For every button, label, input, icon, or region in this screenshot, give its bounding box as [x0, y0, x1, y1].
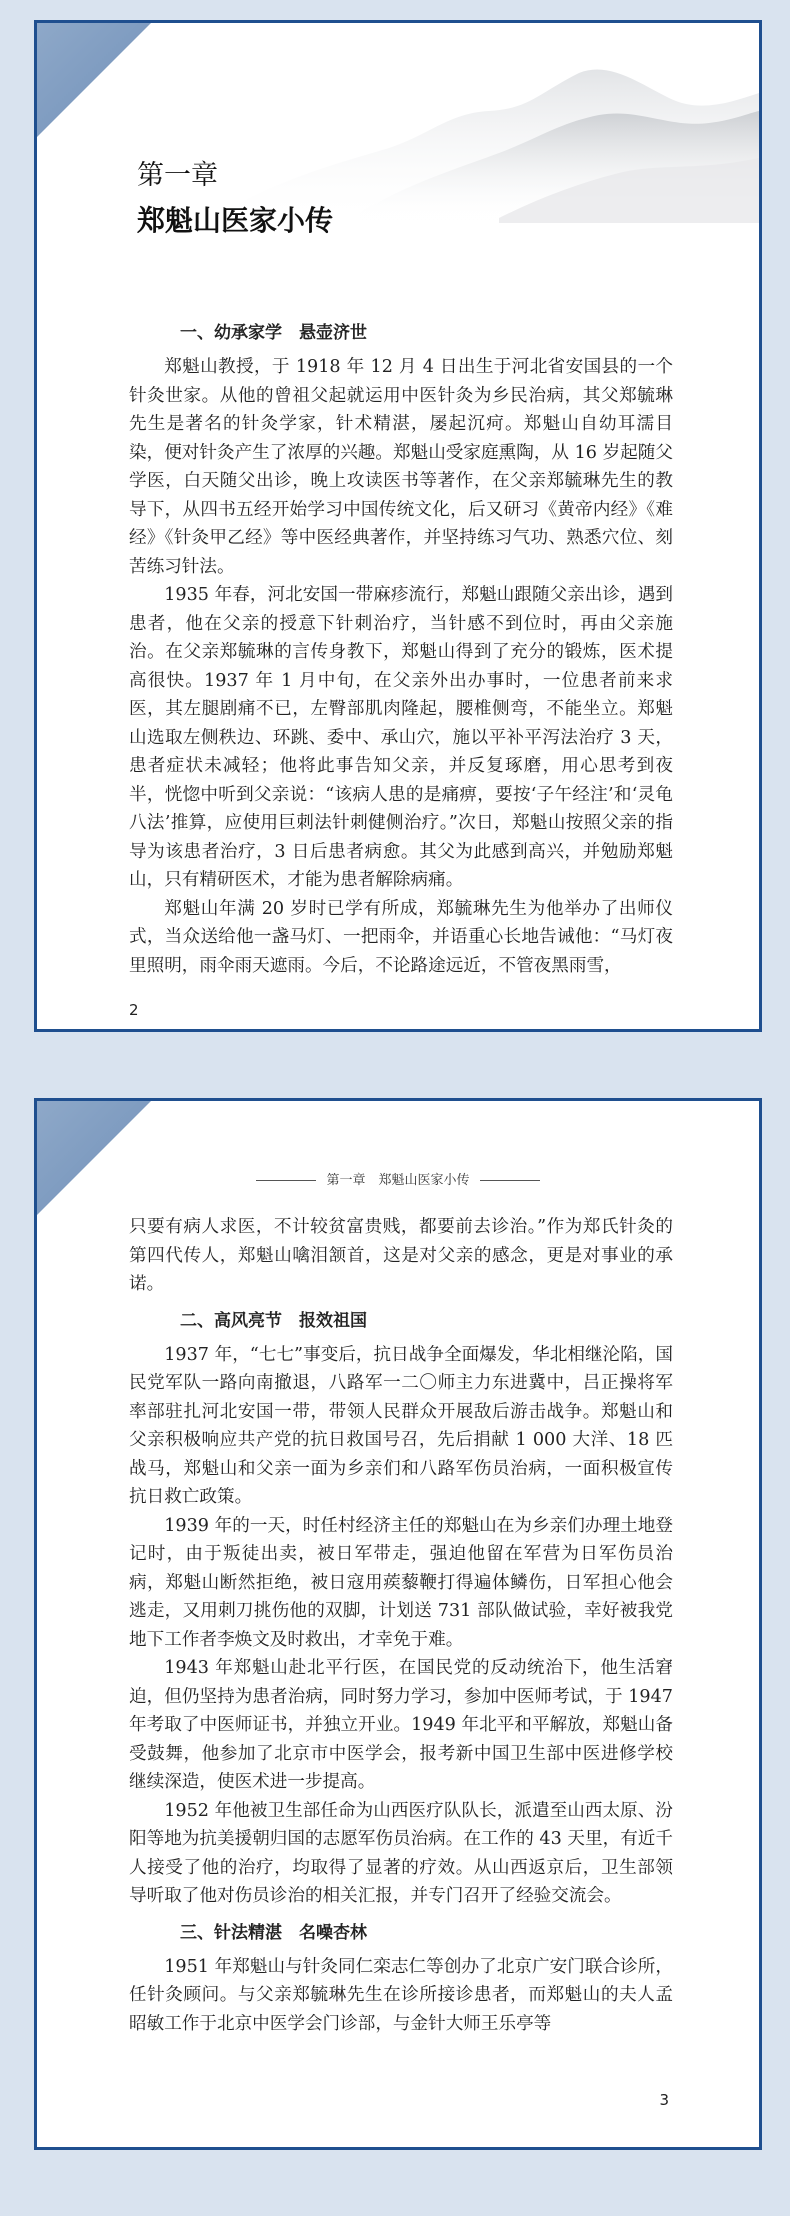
book-page-2	[34, 20, 762, 1032]
page-body	[129, 319, 673, 980]
page-corner-decoration	[34, 1098, 154, 1218]
paragraph-continuation: 只要有病人求医，不计较贫富贵贱，都要前去诊治。”作为郑氏针灸的第四代传人，郑魁山噙泪颔首，这是对父亲的感念，更是对事业的承诺。	[129, 1217, 673, 1294]
page-number: 3	[659, 2091, 669, 2109]
paragraph: 1937 年，“七七”事变后，抗日战争全面爆发，华北相继沦陷，国民党军队一路向南撤退，八路军一二〇师主力东进冀中，吕正操将军率部驻扎河北安国一带，带领人民群众开展敌后游击战争。郑魁山和父亲积极响应共产党的抗日救国号召，先后捐献 1 000 大洋、18 匹战马，郑魁山和父亲一面为乡亲们和八路军伤员治病，一面积极宣传抗日救亡政策。	[129, 1344, 673, 1507]
section-heading-2: 二、高风亮节 报效祖国	[180, 1310, 367, 1331]
paragraph: 1935 年春，河北安国一带麻疹流行，郑魁山跟随父亲出诊，遇到患者，他在父亲的授意下针刺治疗，当针感不到位时，再由父亲施治。在父亲郑毓琳的言传身教下，郑魁山得到了充分的锻炼，医术提高很快。1937 年 1 月中旬，在父亲外出办事时，一位患者前来求医，其左腿剧痛不已，左臀部肌肉隆起，腰椎侧弯，不能坐立。郑魁山选取左侧秩边、环跳、委中、承山穴，施以平补平泻法治疗 3 天，患者症状未减轻；他将此事告知父亲，并反复琢磨，用心思考到夜半，恍惚中听到父亲说：“该病人患的是痛痹，要按‘子午经注’和‘灵龟八法’推算，应使用巨刺法针刺健侧治疗。”次日，郑魁山按照父亲的指导为该患者治疗，3 日后患者病愈。其父为此感到高兴，并勉励郑魁山，只有精研医术，才能为患者解除病痛。	[129, 585, 673, 890]
running-header	[37, 1169, 759, 1188]
chapter-header	[37, 23, 759, 238]
header-rule-left	[256, 1180, 316, 1181]
section-heading-3: 三、针法精湛 名噪杏林	[180, 1922, 367, 1943]
paragraph: 1939 年的一天，时任村经济主任的郑魁山在为乡亲们办理土地登记时，由于叛徒出卖，被日军带走，强迫他留在军营为日军伤员治病，郑魁山断然拒绝，被日寇用蒺藜鞭打得遍体鳞伤，日军担心他会逃走，又用刺刀挑伤他的双脚，计划送 731 部队做试验，幸好被我党地下工作者李焕文及时救出，才幸免于难。	[129, 1515, 673, 1650]
mountain-landscape-illustration	[239, 53, 759, 223]
book-page-3	[34, 1098, 762, 2150]
chapter-title: 郑魁山医家小传	[137, 204, 334, 237]
paragraph: 1952 年他被卫生部任命为山西医疗队队长，派遣至山西太原、汾阳等地为抗美援朝归国的志愿军伤员治病。在工作的 43 天里，有近千人接受了他的治疗，均取得了显著的疗效。从山西返京后，卫生部领导听取了他对伤员诊治的相关汇报，并专门召开了经验交流会。	[129, 1800, 673, 1906]
paragraph: 郑魁山教授，于 1918 年 12 月 4 日出生于河北省安国县的一个针灸世家。从他的曾祖父起就运用中医针灸为乡民治病，其父郑毓琳先生是著名的针灸学家，针术精湛，屡起沉疴。郑魁山自幼耳濡目染，便对针灸产生了浓厚的兴趣。郑魁山受家庭熏陶，从 16 岁起随父学医，白天随父出诊，晚上攻读医书等著作，在父亲郑毓琳先生的教导下，从四书五经开始学习中国传统文化，后又研习《黄帝内经》《难经》《针灸甲乙经》等中医经典著作，并坚持练习气功、熟悉穴位、刻苦练习针法。	[129, 357, 673, 577]
section-heading-1: 一、幼承家学 悬壶济世	[180, 323, 367, 343]
running-header-text: 第一章 郑魁山医家小传	[326, 1173, 470, 1188]
chapter-number: 第一章	[137, 160, 218, 191]
paragraph: 1951 年郑魁山与针灸同仁栾志仁等创办了北京广安门联合诊所，任针灸顾问。与父亲郑毓琳先生在诊所接诊患者，而郑魁山的夫人孟昭敏工作于北京中医学会门诊部，与金针大师王乐亭等	[129, 1956, 673, 2034]
paragraph: 郑魁山年满 20 岁时已学有所成，郑毓琳先生为他举办了出师仪式，当众送给他一盏马灯、一把雨伞，并语重心长地告诫他：“马灯夜里照明，雨伞雨天遮雨。今后，不论路途远近，不管夜黑雨雪，	[129, 898, 673, 976]
header-rule-right	[480, 1180, 540, 1181]
page-body	[129, 1213, 673, 2038]
paragraph: 1943 年郑魁山赴北平行医，在国民党的反动统治下，他生活窘迫，但仍坚持为患者治病，同时努力学习，参加中医师考试，于 1947 年考取了中医师证书，并独立开业。1949 年北平和平解放，郑魁山备受鼓舞，他参加了北京市中医学会，报考新中国卫生部中医进修学校继续深造，使医术进一步提高。	[129, 1658, 673, 1792]
page-number: 2	[129, 1001, 139, 1019]
